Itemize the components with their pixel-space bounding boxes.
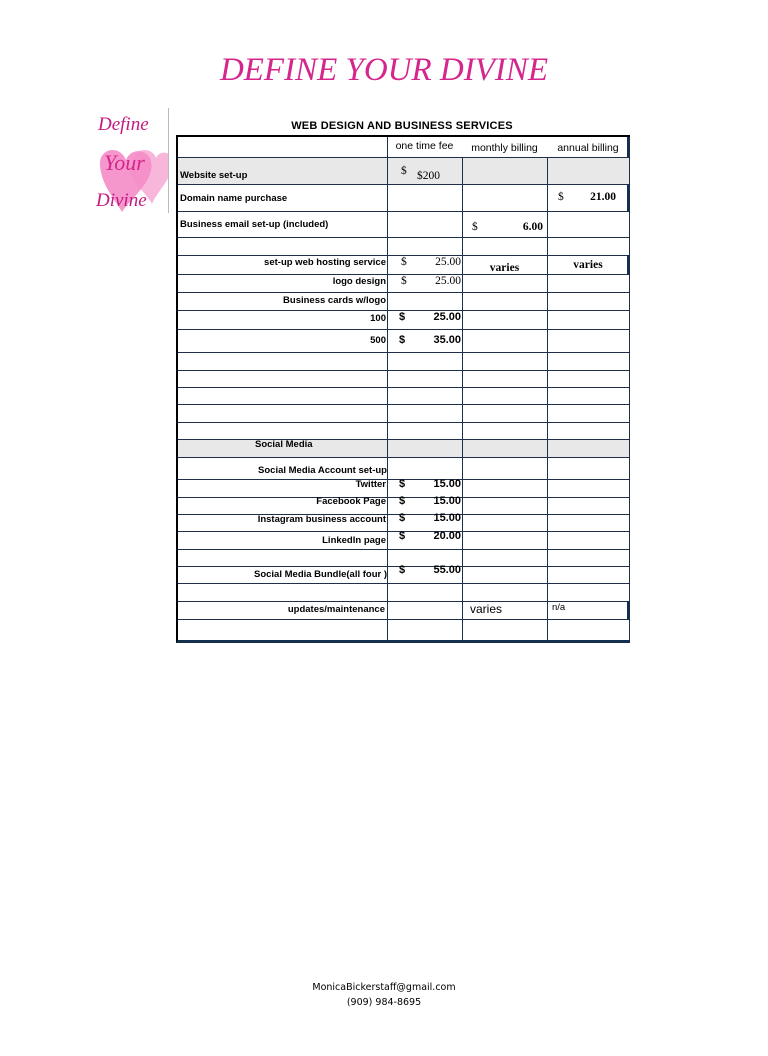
annual-updates: n/a [552, 602, 566, 613]
row-label-instagram: Instagram business account [257, 514, 386, 525]
currency-symbol: $ [399, 334, 406, 346]
amount-logo-design: 25.00 [435, 275, 461, 287]
section-title: WEB DESIGN AND BUSINESS SERVICES [291, 120, 513, 132]
row-label-business-email: Business email set-up (included) [180, 219, 329, 230]
currency-symbol: $ [401, 256, 407, 268]
row-label-cards-100: 100 [370, 313, 386, 324]
monthly-web-hosting: varies [489, 262, 520, 274]
contact-footer [0, 980, 768, 1010]
currency-symbol: $ [399, 530, 406, 542]
section-label-social-media: Social Media [255, 439, 313, 450]
col-header-annual-billing: annual billing [557, 142, 619, 154]
amount-cards-500: 35.00 [433, 334, 461, 346]
logo-line-1: Define [98, 114, 149, 135]
pricing-table [176, 135, 630, 643]
logo-line-2: Your [104, 150, 145, 175]
currency-symbol: $ [399, 495, 406, 507]
logo [94, 108, 169, 213]
col-header-one-time-fee: one time fee [395, 140, 454, 152]
currency-symbol: $ [399, 512, 406, 524]
logo-line-3: Divine [96, 190, 147, 211]
row-label-facebook-page: Facebook Page [316, 496, 386, 507]
contact-email: MonicaBickerstaff@gmail.com [312, 982, 456, 993]
currency-symbol: $ [472, 221, 478, 233]
amount-domain-purchase: 21.00 [590, 191, 616, 203]
row-label-linkedin: LinkedIn page [322, 535, 386, 546]
amount-social-bundle: 55.00 [433, 564, 461, 576]
row-label-twitter: Twitter [355, 479, 386, 490]
row-label-web-hosting: set-up web hosting service [264, 257, 386, 268]
row-label-domain-purchase: Domain name purchase [180, 193, 288, 204]
currency-symbol: $ [558, 191, 564, 203]
amount-cards-100: 25.00 [433, 311, 461, 323]
contact-phone: (909) 984-8695 [346, 997, 422, 1008]
amount-facebook-page: 15.00 [433, 495, 461, 507]
brand-title: DEFINE YOUR DIVINE [219, 52, 549, 88]
row-label-logo-design: logo design [332, 276, 386, 287]
heart-logo-icon [94, 108, 168, 213]
currency-symbol: $ [399, 478, 406, 490]
annual-web-hosting: varies [573, 259, 603, 271]
row-label-social-account-setup: Social Media Account set-up [258, 465, 387, 476]
amount-twitter: 15.00 [433, 478, 461, 490]
row-label-business-cards: Business cards w/logo [283, 295, 386, 306]
shaded-row [178, 439, 630, 457]
amount-web-hosting: 25.00 [435, 256, 461, 268]
row-label-cards-500: 500 [370, 335, 386, 346]
amount-instagram: 15.00 [433, 512, 461, 524]
currency-symbol: $ [401, 275, 407, 287]
amount-business-email: 6.00 [522, 221, 543, 233]
amount-website-setup: $200 [417, 170, 440, 182]
row-label-updates-maintenance: updates/maintenance [287, 604, 385, 615]
currency-symbol: $ [401, 165, 407, 177]
currency-symbol: $ [399, 311, 406, 323]
col-header-monthly-billing: monthly billing [471, 142, 538, 154]
currency-symbol: $ [399, 564, 406, 576]
monthly-updates: varies [470, 602, 503, 616]
row-label-website-setup: Website set-up [180, 170, 248, 181]
amount-linkedin: 20.00 [433, 530, 461, 542]
row-label-social-bundle: Social Media Bundle(all four ) [254, 569, 388, 580]
